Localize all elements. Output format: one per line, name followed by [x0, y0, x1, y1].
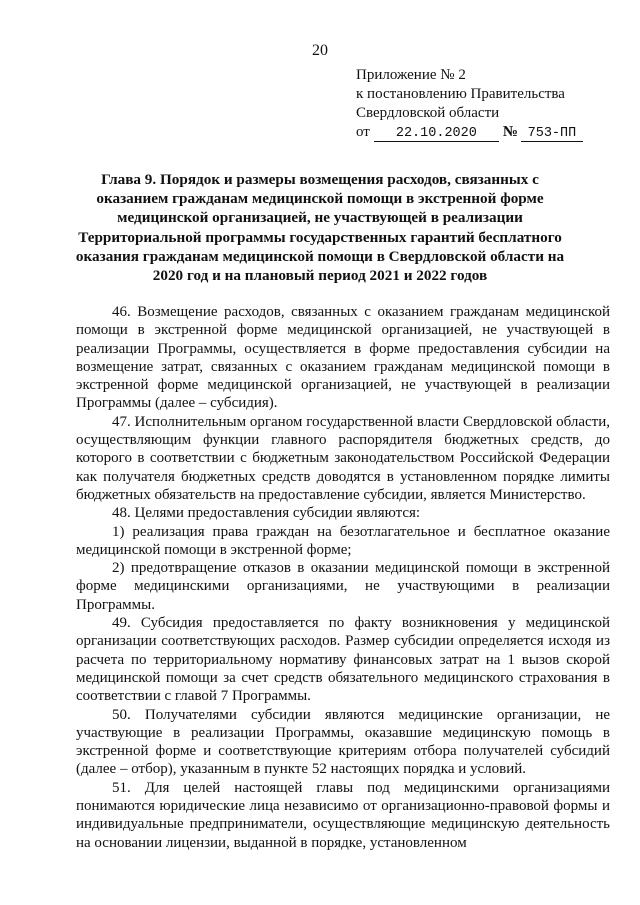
paragraph-47: 47. Исполнительным органом государственной власти Свердловской области, осуществляющим функции главного распорядителя бюджетных средств, до которого в соответствии с бюджетным законодательством Российской Федерации как получателя бюджетных средств доводятся в установленном порядке лимиты бюджетных обязательств на предоставление субсидии, является Министерство.: [76, 413, 610, 503]
paragraph-46: 46. Возмещение расходов, связанных с оказанием гражданам медицинской помощи в экстренной форме медицинской организацией, не участвующей в реализации Программы, осуществляется в форме предоставления субсидии на возмещение затрат, связанных с оказанием гражданам медицинской помощи в экстренной форме медицинской организацией, не участвующей в реализации Программы (далее – субсидия).: [76, 304, 610, 412]
body-text: [76, 303, 610, 852]
paragraph-48: 48. Целями предоставления субсидии являются:: [112, 505, 421, 522]
annex-header: [356, 66, 626, 142]
chapter-title: Глава 9. Порядок и размеры возмещения расходов, связанных с оказанием гражданам медицинской помощи в экстренной форме медицинской организацией, не участвующей в реализации Территориальной программы государственных гарантий бесплатного оказания гражданам медицинской помощи в Свердловской области на 2020 год и на плановый период 2021 и 2022 годов: [75, 171, 565, 285]
paragraph-51: 51. Для целей настоящей главы под медицинскими организациями понимаются юридические лица независимо от организационно-правовой формы и индивидуальные предприниматели, осуществляющие медицинскую деятельность на основании лицензии, выданной в порядке, установленном: [76, 779, 610, 851]
paragraph-48-item-2: 2) предотвращение отказов в оказании медицинской помощи в экстренной форме медицинскими организациями, не участвующими в реализации Программы.: [76, 560, 610, 613]
annex-line-2: к постановлению Правительства: [356, 86, 565, 102]
paragraph-50: 50. Получателями субсидии являются медицинские организации, не участвующие в реализации Программы, оказавшие медицинскую помощь в экстренной форме и соответствующие критериям отбора получателей субсидий (далее – отбор), указанным в пункте 52 настоящих порядка и условий.: [76, 706, 610, 778]
date-field: 22.10.2020: [374, 126, 499, 142]
paragraph-49: 49. Субсидия предоставляется по факту возникновения у медицинской организации соответствующих расходов. Размер субсидии определяется исходя из расчета по территориальному нормативу финансовых затрат на 1 вызов скорой медицинской помощи за счет средств обязательного медицинского страхования в соответствии с главой 7 Программы.: [76, 615, 610, 705]
number-label: №: [502, 124, 518, 140]
annex-line-1: Приложение № 2: [356, 67, 466, 83]
date-prefix: от: [356, 124, 370, 140]
number-field: 753-ПП: [521, 126, 583, 142]
annex-date-line: [356, 123, 626, 142]
page-number: 20: [312, 42, 328, 59]
paragraph-48-item-1: 1) реализация права граждан на безотлагательное и бесплатное оказание медицинской помощи в экстренной форме;: [76, 523, 610, 558]
annex-line-3: Свердловской области: [356, 105, 500, 121]
